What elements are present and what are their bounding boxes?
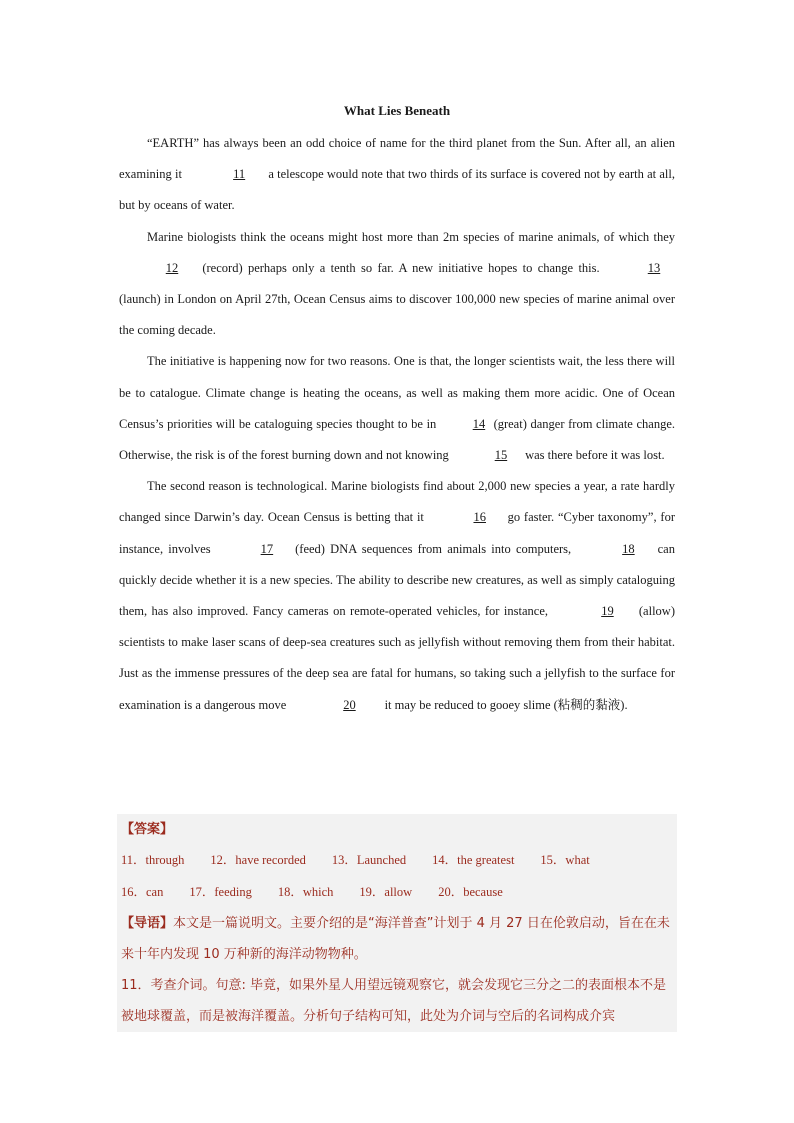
guide-tag: 【导语】 (121, 916, 174, 931)
blank-19: 19 (601, 604, 614, 619)
passage-text: it may be reduced to gooey slime (粘稠的黏液). (381, 697, 628, 712)
passage-text: a telescope would note that two thirds of its surface is covered not by earth at all, but by oceans of water. (119, 167, 675, 213)
guide-paragraph (121, 908, 673, 970)
blank-13: 13 (647, 260, 661, 275)
passage-body (119, 128, 675, 721)
answer-item: 16．can (121, 885, 164, 899)
answer-item: 13．Launched (331, 853, 407, 867)
paragraph (119, 346, 675, 471)
answer-item: 14．the greatest (432, 853, 515, 867)
passage-text: (allow) scientists to make laser scans of deep-sea creatures such as jellyfish without removing them from their habitat. Just as the immense pressures of the deep sea are fatal for humans, so taking such a jellyfish to the surface for examination is a dangerous move (119, 604, 675, 712)
answer-section (117, 814, 677, 1032)
guide-text: 本文是一篇说明文。主要介绍的是“海洋普查”计划于 4 月 27 日在伦敦启动，旨在在未来十年内发现 10 万种新的海洋动物物种。 (121, 916, 670, 962)
blank-14: 14 (472, 416, 486, 431)
answer-row (121, 850, 616, 868)
answer-item: 11．through (121, 853, 185, 867)
passage-text: The initiative is happening now for two reasons. One is that, the longer scientists wait, the less there will be to catalogue. Climate change is heating the oceans, as well as making them more acidic. One of Ocean Census’s priorities will be cataloguing species thought to be in (119, 354, 675, 431)
passage-title: What Lies Beneath (343, 103, 451, 118)
paragraph (119, 128, 675, 222)
explanation-11: 11．考查介词。句意: 毕竟，如果外星人用望远镜观察它，就会发现它三分之二的表面根本不是被地球覆盖，而是被海洋覆盖。分析句子结构可知，此处为介词与空后的名词构成介宾 (121, 978, 667, 1024)
answer-item: 15．what (540, 853, 590, 867)
blank-20: 20 (343, 697, 356, 712)
blank-12: 12 (165, 260, 179, 275)
blank-18: 18 (622, 541, 635, 556)
answer-item: 12．have recorded (210, 853, 306, 867)
passage-text: The second reason is technological. Marine biologists find about 2,000 new species a year, a rate hardly changed since Darwin’s day. Ocean Census is betting that it (119, 479, 675, 525)
passage-text: (record) perhaps only a tenth so far. A new initiative hopes to change this. (197, 260, 605, 275)
blank-17: 17 (260, 541, 274, 556)
blank-16: 16 (473, 510, 486, 525)
answer-item: 17．feeding (189, 885, 252, 899)
passage-text: can quickly decide whether it is a new species. The ability to describe new creatures, as well as simply cataloguing them, has also improved. Fancy cameras on remote-operated vehicles, for instance, (119, 541, 675, 619)
paragraph (119, 222, 675, 347)
paragraph (119, 471, 675, 721)
passage-text: “EARTH” has always been an odd choice of name for the third planet from the Sun. After all, an alien examining it (119, 136, 675, 182)
answer-heading: 【答案】 (121, 821, 174, 836)
passage-text: Marine biologists think the oceans might host more than 2m species of marine animals, of which they (147, 229, 675, 244)
answer-item: 18．which (277, 885, 334, 899)
blank-11: 11 (233, 167, 246, 182)
answer-item: 20．because (438, 885, 503, 899)
answer-row (121, 882, 529, 900)
passage-text: (great) danger from climate change. Otherwise, the risk is of the forest burning down and not knowing (119, 416, 675, 463)
passage-text: (feed) DNA sequences from animals into computers, (289, 541, 577, 556)
answer-item: 19．allow (359, 885, 413, 899)
passage-text: was there before it was lost. (521, 448, 665, 463)
passage-text: (launch) in London on April 27th, Ocean Census aims to discover 100,000 new species of marine animal over the coming decade. (119, 292, 675, 338)
passage-text: go faster. “Cyber taxonomy”, for instance, involves (119, 510, 675, 556)
blank-15: 15 (494, 448, 508, 463)
